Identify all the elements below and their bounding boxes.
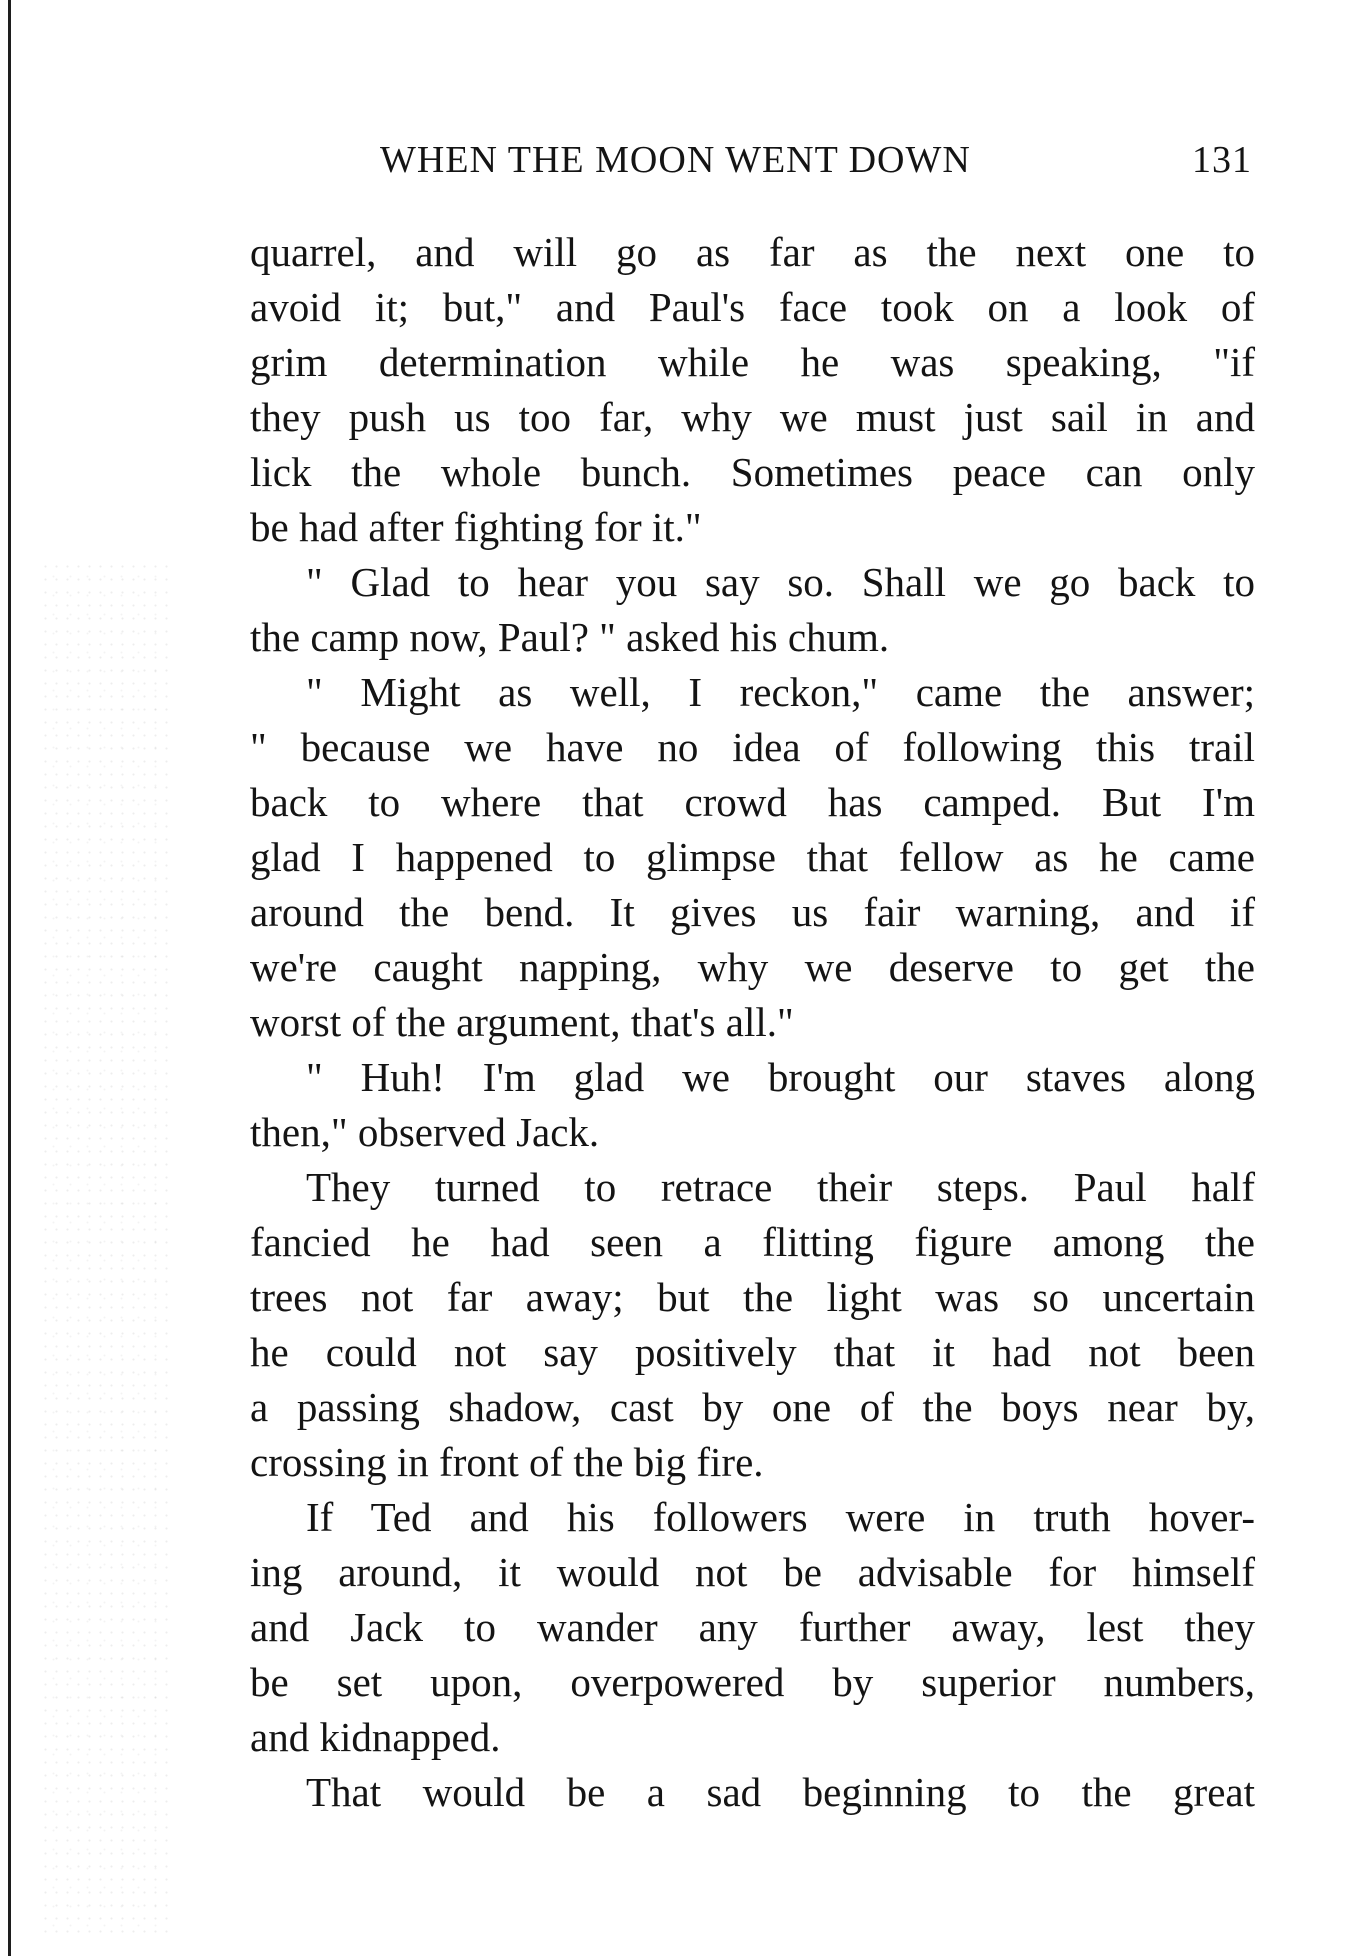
text-line: be had after fighting for it." [250, 504, 702, 550]
text-line: they push us too far, why we must just sail in and [250, 394, 1255, 440]
text-line: crossing in front of the big fire. [250, 1439, 764, 1485]
text-line: " because we have no idea of following this trail [250, 724, 1255, 770]
body-text [250, 225, 1255, 1820]
text-line: fancied he had seen a flitting figure among the [250, 1219, 1255, 1265]
text-line: quarrel, and will go as far as the next one to [250, 229, 1255, 275]
text-line: lick the whole bunch. Sometimes peace can only [250, 449, 1255, 495]
text-line: then," observed Jack. [250, 1109, 600, 1155]
text-line: " Glad to hear you say so. Shall we go back to [306, 559, 1255, 605]
text-line: trees not far away; but the light was so uncertain [250, 1274, 1255, 1320]
page-number: 131 [1192, 139, 1252, 181]
text-line: grim determination while he was speaking, "if [250, 339, 1255, 385]
text-line: They turned to retrace their steps. Paul half [306, 1164, 1255, 1210]
text-line: be set upon, overpowered by superior numbers, [250, 1659, 1255, 1705]
text-line: " Huh! I'm glad we brought our staves along [306, 1054, 1255, 1100]
running-title: WHEN THE MOON WENT DOWN [380, 139, 971, 181]
page-binding-edge [8, 0, 11, 1956]
text-line: and Jack to wander any further away, lest they [250, 1604, 1255, 1650]
gutter-speckle [40, 560, 170, 1940]
text-line: " Might as well, I reckon," came the answer; [306, 669, 1255, 715]
text-line: worst of the argument, that's all." [250, 999, 794, 1045]
text-line: back to where that crowd has camped. But I'm [250, 779, 1255, 825]
text-line: avoid it; but," and Paul's face took on a look of [250, 284, 1255, 330]
text-line: he could not say positively that it had not been [250, 1329, 1255, 1375]
text-line: around the bend. It gives us fair warning, and if [250, 889, 1255, 935]
text-line: a passing shadow, cast by one of the boys near by, [250, 1384, 1255, 1430]
text-line: and kidnapped. [250, 1714, 501, 1760]
text-line: ing around, it would not be advisable for himself [250, 1549, 1255, 1595]
text-line: we're caught napping, why we deserve to get the [250, 944, 1255, 990]
text-line: the camp now, Paul? " asked his chum. [250, 614, 890, 660]
page-header [380, 138, 1260, 188]
text-line: glad I happened to glimpse that fellow as he came [250, 834, 1255, 880]
text-line: That would be a sad beginning to the great [306, 1769, 1255, 1815]
text-line: If Ted and his followers were in truth hover- [306, 1494, 1255, 1540]
